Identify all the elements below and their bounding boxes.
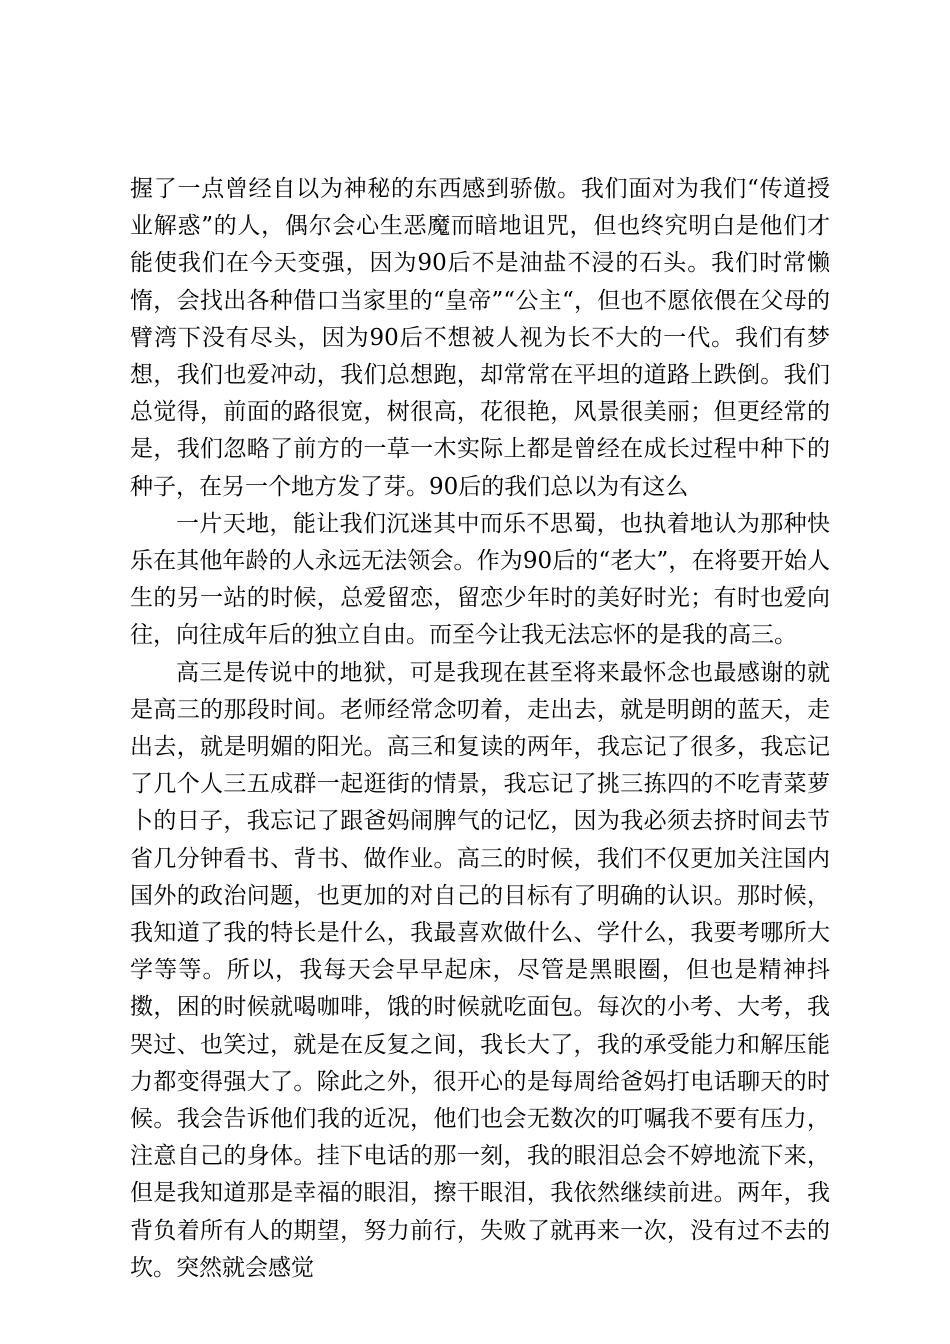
paragraph-1: 握了一点曾经自以为神秘的东西感到骄傲。我们面对为我们“传道授业解惑”的人，偶尔会心生恶魔而暗地诅咒，但也终究明白是他们才能使我们在今天变强，因为90后不是油盐不浸的石头。我们时常懒惰，会找出各种借口当家里的“皇帝”“公主“，但也不愿依偎在父母的臂湾下没有尽头，因为90后不想被人视为长不大的一代。我们有梦想，我们也爱冲动，我们总想跑，却常常在平坦的道路上跌倒。我们总觉得，前面的路很宽，树很高，花很艳，风景很美丽；但更经常的是，我们忽略了前方的一草一木实际上都是曾经在成长过程中种下的种子，在另一个地方发了芽。90后的我们总以为有这么	[130, 176, 830, 500]
document-body	[130, 171, 830, 1287]
paragraph-3: 高三是传说中的地狱，可是我现在甚至将来最怀念也最感谢的就是高三的那段时间。老师经常念叨着，走出去，就是明朗的蓝天，走出去，就是明媚的阳光。高三和复读的两年，我忘记了很多，我忘记了几个人三五成群一起逛街的情景，我忘记了挑三拣四的不吃青菜萝卜的日子，我忘记了跟爸妈闹脾气的记忆，因为我必须去挤时间去节省几分钟看书、背书、做作业。高三的时候，我们不仅更加关注国内国外的政治问题，也更加的对自己的目标有了明确的认识。那时候，我知道了我的特长是什么，我最喜欢做什么、学什么，我要考哪所大学等等。所以，我每天会早早起床，尽管是黑眼圈，但也是精神抖擞，困的时候就喝咖啡，饿的时候就吃面包。每次的小考、大考，我哭过、也笑过，就是在反复之间，我长大了，我的承受能力和解压能力都变得强大了。除此之外，很开心的是每周给爸妈打电话聊天的时候。我会告诉他们我的近况，他们也会无数次的叮嘱我不要有压力，注意自己的身体。挂下电话的那一刻，我的眼泪总会不婷地流下来，但是我知道那是幸福的眼泪，擦干眼泪，我依然继续前进。两年，我背负着所有人的期望，努力前行，失败了就再来一次，没有过不去的坎。突然就会感觉	[130, 659, 830, 1281]
paragraph-2: 一片天地，能让我们沉迷其中而乐不思蜀，也执着地认为那种快乐在其他年龄的人永远无法领会。作为90后的“老大”，在将要开始人生的另一站的时候，总爱留恋，留恋少年时的美好时光；有时也爱向往，向往成年后的独立自由。而至今让我无法忘怀的是我的高三。	[130, 510, 830, 649]
